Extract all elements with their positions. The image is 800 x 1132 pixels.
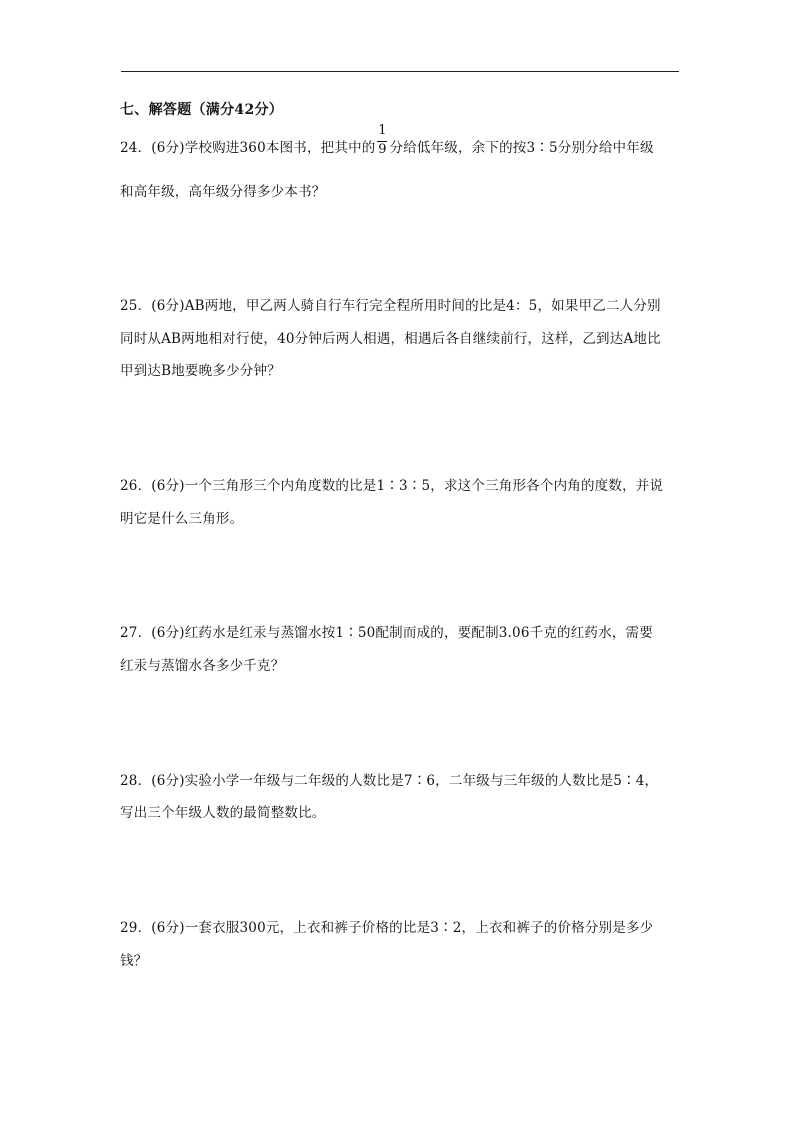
question-24-line-2: 和高年级，高年级分得多少本书？: [120, 184, 326, 200]
question-25-line-1: 25．(6分)AB两地，甲乙两人骑自行车行完全程所用时间的比是4：5，如果甲乙二人分别: [120, 298, 661, 314]
fraction-numerator: 1: [378, 122, 387, 138]
question-25-line-3: 甲到达B地要晚多少分钟？: [120, 363, 281, 379]
header-rule: [121, 71, 679, 72]
question-24-text-before: 24．(6分)学校购进360本图书，把其中的: [120, 140, 376, 156]
question-25-line-2: 同时从AB两地相对行使，40分钟后两人相遇，相遇后各自继续前行，这样，乙到达A地比: [120, 331, 661, 347]
question-26-line-1: 26．(6分)一个三角形三个内角度数的比是1∶3∶5，求这个三角形各个内角的度数，并说: [120, 478, 664, 494]
question-29-line-1: 29．(6分)一套衣服300元，上衣和裤子价格的比是3∶2，上衣和裤子的价格分别是多少: [120, 920, 654, 936]
question-24-text-after: 分给低年级，余下的按3∶5分别分给中年级: [389, 140, 654, 156]
question-28-line-1: 28．(6分)实验小学一年级与二年级的人数比是7∶6，二年级与三年级的人数比是5∶4，: [120, 773, 659, 789]
question-27-line-1: 27．(6分)红药水是红汞与蒸馏水按1∶50配制而成的，要配制3.06千克的红药水，需要: [120, 625, 653, 641]
fraction-denominator: 9: [378, 141, 387, 157]
section-title: 七、解答题（满分42分）: [120, 102, 284, 118]
question-24-line-1: [120, 122, 654, 159]
question-29-line-2: 钱？: [120, 953, 148, 969]
question-27-line-2: 红汞与蒸馏水各多少千克？: [120, 658, 285, 674]
question-28-line-2: 写出三个年级人数的最简整数比。: [120, 805, 326, 821]
fraction-one-ninth: [376, 122, 388, 159]
question-26-line-2: 明它是什么三角形。: [120, 511, 244, 527]
